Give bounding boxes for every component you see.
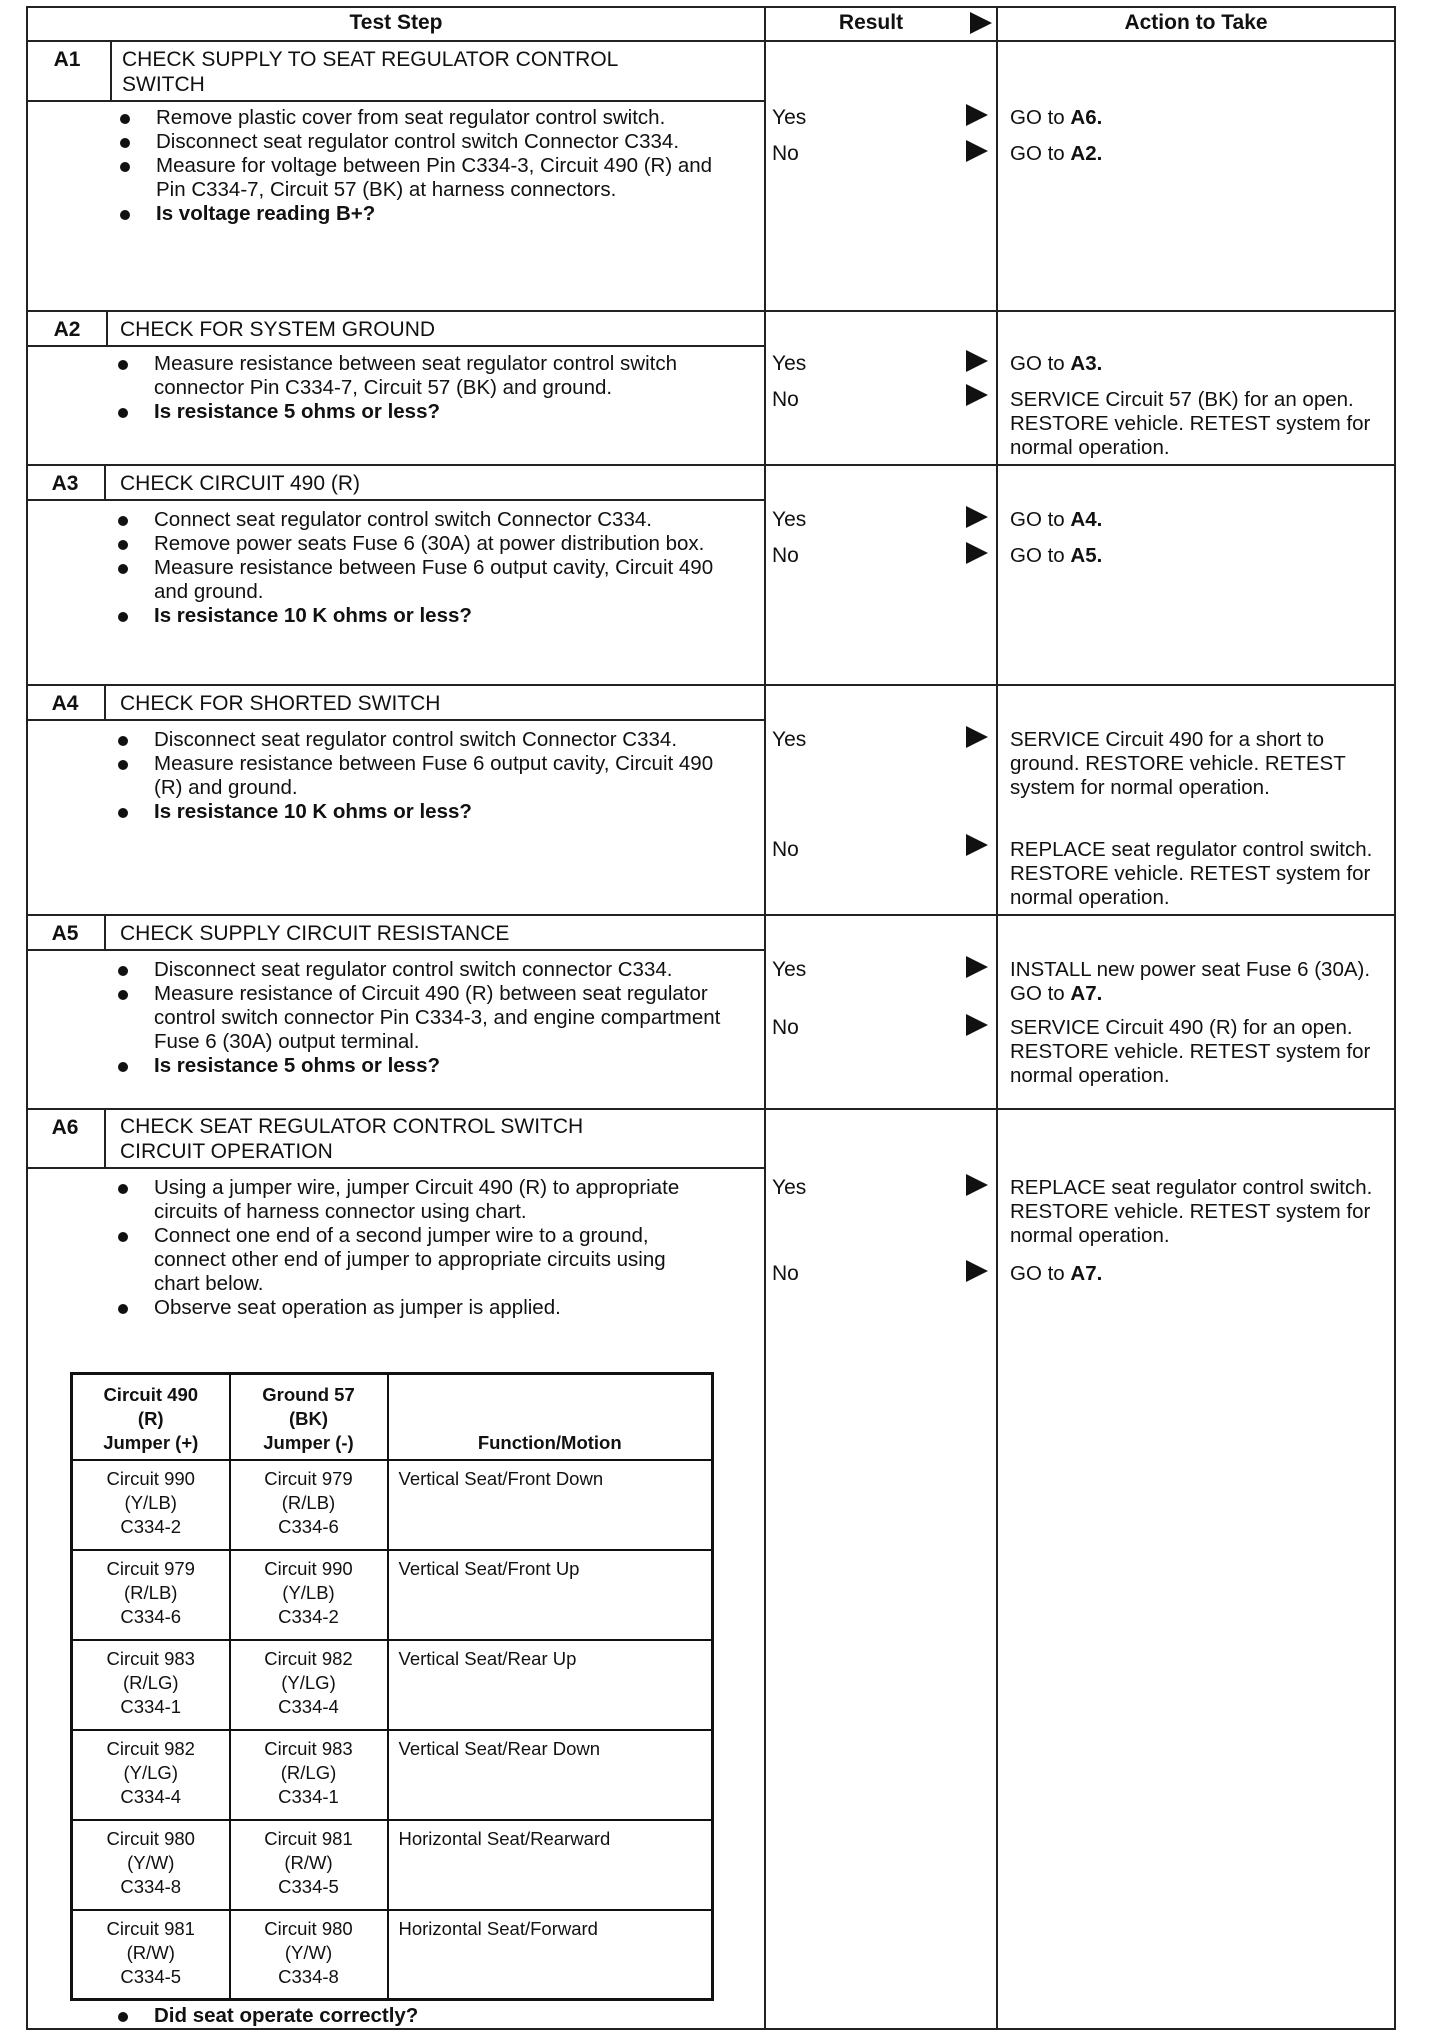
result-no: No [772,388,799,411]
action-no: REPLACE seat regulator control switch. RESTORE vehicle. RETEST system for normal operation. [1010,838,1373,909]
step-id: A3 [51,472,79,495]
action-no: SERVICE Circuit 490 (R) for an open. RESTORE vehicle. RETEST system for normal operation. [1010,1016,1371,1087]
step-id: A4 [51,692,79,715]
step-question: Did seat operate correctly? [112,2004,712,2028]
result-no: No [772,544,799,567]
step-title-divider [26,100,766,102]
yes-arrow-icon [966,726,988,748]
step-id: A2 [53,318,81,341]
step-title: CHECK SUPPLY CIRCUIT RESISTANCE [120,922,510,945]
table-row: Circuit 990 (Y/LB) C334-2 Circuit 979 (R/LB) C334-6 Vertical Seat/Front Down [72,1460,713,1550]
step-id-divider [104,684,106,720]
step-id-divider [104,1108,106,1168]
result-no: No [772,1016,799,1039]
result-yes: Yes [772,352,807,375]
table-row: Circuit 982 (Y/LG) C334-4 Circuit 983 (R/LG) C334-1 Vertical Seat/Rear Down [72,1730,713,1820]
chart-header-row [72,1374,713,1460]
step-divider [26,684,1396,686]
step-id-divider [106,310,108,346]
no-arrow-icon [966,384,988,406]
step-bullets: Using a jumper wire, jumper Circuit 490 (R) to appropriate circuits of harness connector using chart. Connect one end of a second jumper wire to a ground, connect other end of jumper to appropriate circuits using chart below. Observe seat operation as jumper is applied. [112,1176,712,1320]
step-title-divider [26,949,766,951]
no-arrow-icon [966,1260,988,1282]
step-divider [26,464,1396,466]
step-bullets: Remove plastic cover from seat regulator control switch. Disconnect seat regulator control switch Connector C334. Measure for voltage between Pin C334-3, Circuit 490 (R) and Pin C334-7, Circuit 57 (BK) at harness connectors. Is voltage reading B+? [114,106,734,226]
header-test-step: Test Step [349,11,443,34]
no-arrow-icon [966,1014,988,1036]
header-result: Result [838,11,904,34]
header-action: Action to Take [1124,11,1268,34]
table-row: Circuit 983 (R/LG) C334-1 Circuit 982 (Y/LG) C334-4 Vertical Seat/Rear Up [72,1640,713,1730]
action-yes: SERVICE Circuit 490 for a short to ground. RESTORE vehicle. RETEST system for normal operation. [1010,728,1346,799]
step-id-divider [104,464,106,500]
table-row: Circuit 979 (R/LB) C334-6 Circuit 990 (Y/LB) C334-2 Vertical Seat/Front Up [72,1550,713,1640]
result-yes: Yes [772,106,807,129]
jumper-chart-table [70,1372,714,2001]
chart-col-circuit-490: Circuit 490 (R) Jumper (+) [72,1374,230,1460]
yes-arrow-icon [966,350,988,372]
result-no: No [772,1262,799,1285]
step-id-divider [110,40,112,100]
step-divider [26,1108,1396,1110]
step-id: A1 [53,48,81,71]
step-bullets: Disconnect seat regulator control switch connector C334. Measure resistance of Circuit 490 (R) between seat regulator control switch connector Pin C334-3, and engine compartment Fuse 6 (30A) output terminal. Is resistance 5 ohms or less? [112,958,732,1078]
header-arrow-icon [970,12,992,34]
action-no: GO to A2. [1010,142,1103,165]
action-no: GO to A7. [1010,1262,1103,1285]
action-no: SERVICE Circuit 57 (BK) for an open. RESTORE vehicle. RETEST system for normal operation. [1010,388,1371,459]
action-yes: REPLACE seat regulator control switch. RESTORE vehicle. RETEST system for normal operation. [1010,1176,1373,1247]
step-bullets: Connect seat regulator control switch Connector C334. Remove power seats Fuse 6 (30A) at power distribution box. Measure resistance between Fuse 6 output cavity, Circuit 490 and ground. Is resistance 10 K ohms or less? [112,508,732,628]
step-title: CHECK SEAT REGULATOR CONTROL SWITCH CIRCUIT OPERATION [120,1115,584,1163]
step-id: A6 [51,1116,79,1139]
step-id-divider [104,914,106,950]
no-arrow-icon [966,834,988,856]
action-yes: GO to A3. [1010,352,1103,375]
result-no: No [772,838,799,861]
action-yes: INSTALL new power seat Fuse 6 (30A). GO to A7. [1010,958,1371,1005]
step-title: CHECK FOR SHORTED SWITCH [120,692,441,715]
yes-arrow-icon [966,104,988,126]
step-divider [26,914,1396,916]
action-no: GO to A5. [1010,544,1103,567]
step-bullets: Measure resistance between seat regulator control switch connector Pin C334-7, Circuit 57 (BK) and ground. Is resistance 5 ohms or less? [112,352,732,424]
result-yes: Yes [772,508,807,531]
header-divider [26,40,1396,42]
step-title: CHECK FOR SYSTEM GROUND [120,318,436,341]
action-yes: GO to A4. [1010,508,1103,531]
step-title: CHECK SUPPLY TO SEAT REGULATOR CONTROL SWITCH [122,48,619,96]
yes-arrow-icon [966,506,988,528]
step-title: CHECK CIRCUIT 490 (R) [120,472,360,495]
result-yes: Yes [772,958,807,981]
step-divider [26,310,1396,312]
no-arrow-icon [966,542,988,564]
step-title-divider [26,345,766,347]
step-title-divider [26,1167,766,1169]
step-title-divider [26,499,766,501]
step-title-divider [26,719,766,721]
chart-col-function: Function/Motion [388,1374,713,1460]
chart-col-ground-57: Ground 57 (BK) Jumper (-) [230,1374,388,1460]
result-yes: Yes [772,1176,807,1199]
action-yes: GO to A6. [1010,106,1103,129]
yes-arrow-icon [966,956,988,978]
step-bullets: Disconnect seat regulator control switch Connector C334. Measure resistance between Fuse 6 output cavity, Circuit 490 (R) and ground. Is resistance 10 K ohms or less? [112,728,732,824]
yes-arrow-icon [966,1174,988,1196]
result-no: No [772,142,799,165]
step-id: A5 [51,922,79,945]
table-row: Circuit 980 (Y/W) C334-8 Circuit 981 (R/W) C334-5 Horizontal Seat/Rearward [72,1820,713,1910]
table-row: Circuit 981 (R/W) C334-5 Circuit 980 (Y/W) C334-8 Horizontal Seat/Forward [72,1910,713,2000]
result-yes: Yes [772,728,807,751]
no-arrow-icon [966,140,988,162]
